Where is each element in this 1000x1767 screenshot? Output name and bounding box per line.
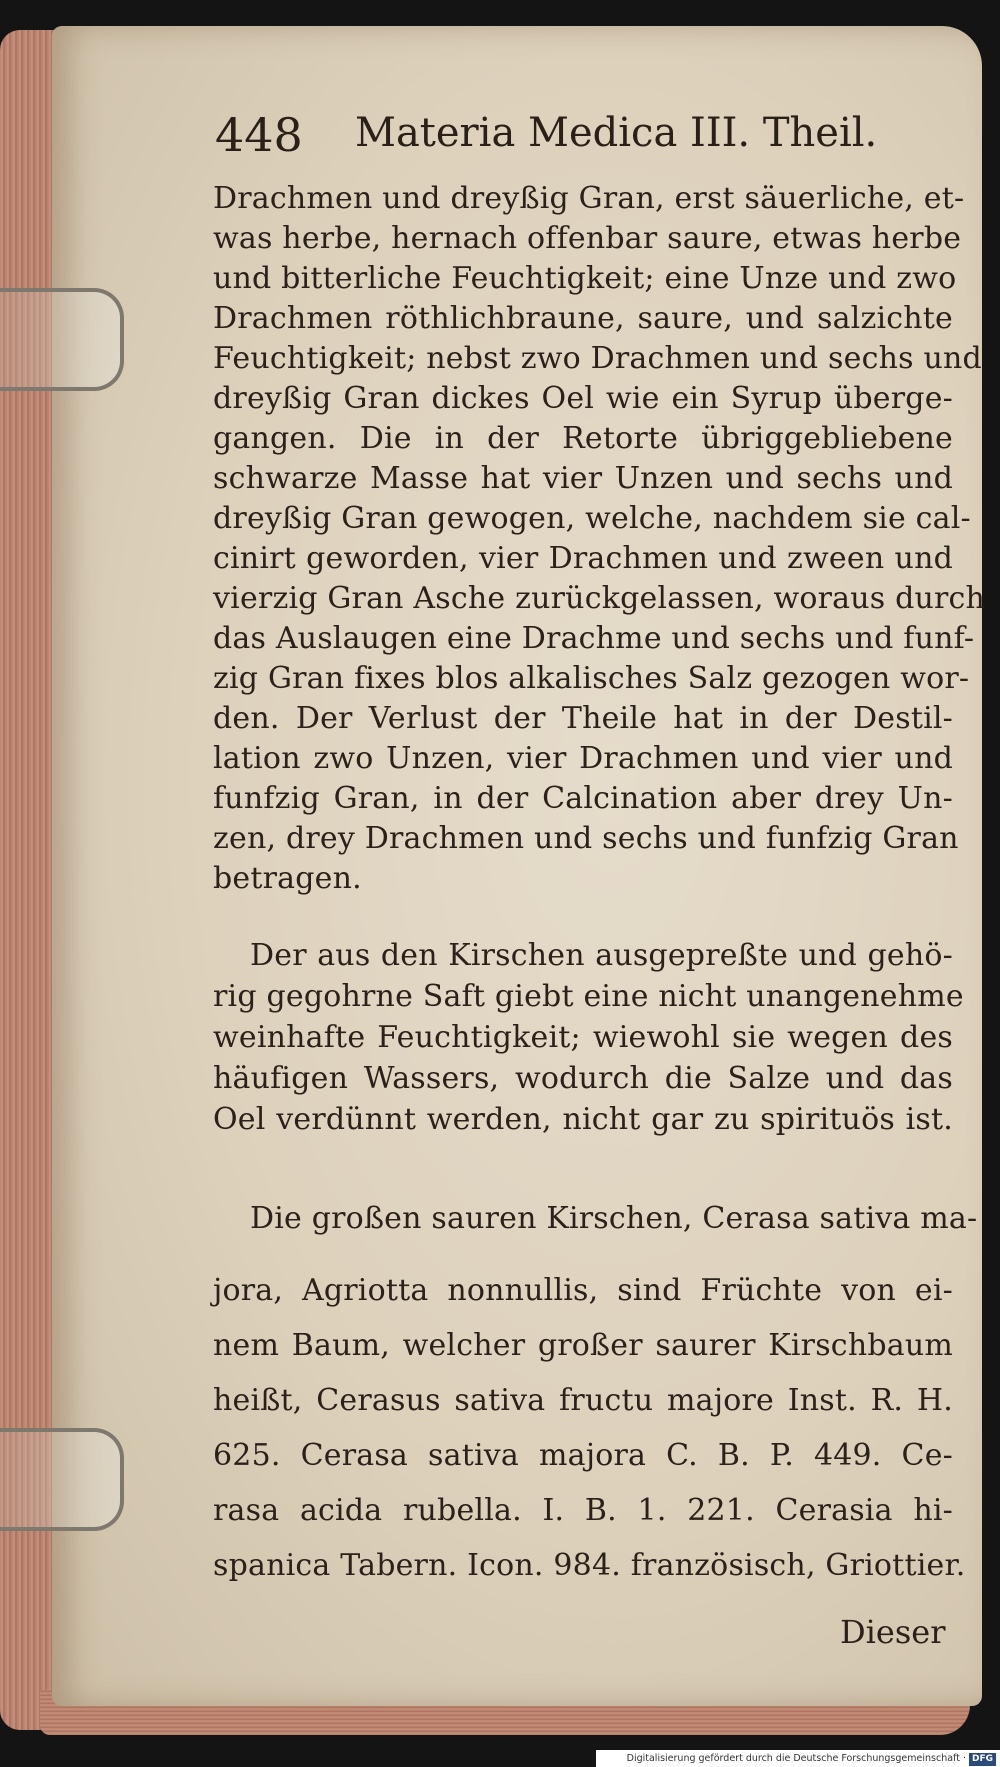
text-line: weinhafte Feuchtigkeit; wiewohl sie wegen des <box>213 1020 953 1055</box>
text-line: cinirt geworden, vier Drachmen und zween und <box>213 541 953 576</box>
page-clip-bottom <box>0 1428 124 1531</box>
text-line: Die großen sauren Kirschen, Cerasa sativa ma- <box>250 1201 978 1236</box>
text-line: Drachmen röthlichbraune, saure, und salzichte <box>213 301 953 336</box>
text-line: rasa acida rubella. I. B. 1. 221. Cerasia hi- <box>213 1493 953 1528</box>
page-header <box>215 108 955 168</box>
running-head: Materia Medica III. Theil. <box>355 110 878 156</box>
text-line: funfzig Gran, in der Calcination aber drey Un- <box>213 781 953 816</box>
text-line: heißt, Cerasus sativa fructu majore Inst. R. H. <box>213 1383 953 1418</box>
text-line: gangen. Die in der Retorte übriggebliebene <box>213 421 953 456</box>
text-line: rig gegohrne Saft giebt eine nicht unangenehme <box>213 979 964 1014</box>
text-line: 625. Cerasa sativa majora C. B. P. 449. Ce- <box>213 1438 953 1473</box>
text-line: häufigen Wassers, wodurch die Salze und das <box>213 1061 953 1096</box>
page-number: 448 <box>215 108 303 162</box>
dfg-logo: DFG <box>969 1753 996 1766</box>
text-line: lation zwo Unzen, vier Drachmen und vier und <box>213 741 953 776</box>
text-line: und bitterliche Feuchtigkeit; eine Unze und zwo <box>213 261 957 296</box>
text-line: vierzig Gran Asche zurückgelassen, woraus durch <box>213 581 986 616</box>
text-line: zig Gran fixes blos alkalisches Salz gezogen wor- <box>213 661 970 696</box>
text-line: nem Baum, welcher großer saurer Kirschbaum <box>213 1328 953 1363</box>
text-line: Oel verdünnt werden, nicht gar zu spirituös ist. <box>213 1102 953 1137</box>
text-line: betragen. <box>213 861 362 896</box>
text-line: jora, Agriotta nonnullis, sind Früchte von ei- <box>213 1273 953 1308</box>
text-line: zen, drey Drachmen und sechs und funfzig Gran <box>213 821 959 856</box>
text-line: Feuchtigkeit; nebst zwo Drachmen und sechs und <box>213 341 982 376</box>
text-line: spanica Tabern. Icon. 984. französisch, Griottier. <box>213 1548 966 1583</box>
text-line: dreyßig Gran gewogen, welche, nachdem sie cal- <box>213 501 971 536</box>
text-line: schwarze Masse hat vier Unzen und sechs und <box>213 461 953 496</box>
footer-text: Digitalisierung gefördert durch die Deutsche Forschungsgemeinschaft · <box>626 1753 966 1764</box>
text-line: Drachmen und dreyßig Gran, erst säuerliche, et- <box>213 181 965 216</box>
text-line: den. Der Verlust der Theile hat in der Destil- <box>213 701 953 736</box>
digitization-footer <box>596 1750 1000 1767</box>
page-clip-top <box>0 288 124 391</box>
text-line: was herbe, hernach offenbar saure, etwas herbe <box>213 221 962 256</box>
text-line: dreyßig Gran dickes Oel wie ein Syrup überge- <box>213 381 953 416</box>
text-line: das Auslaugen eine Drachme und sechs und funf- <box>213 621 975 656</box>
text-line: Der aus den Kirschen ausgepreßte und gehö- <box>250 938 953 973</box>
catchword: Dieser <box>840 1613 946 1651</box>
